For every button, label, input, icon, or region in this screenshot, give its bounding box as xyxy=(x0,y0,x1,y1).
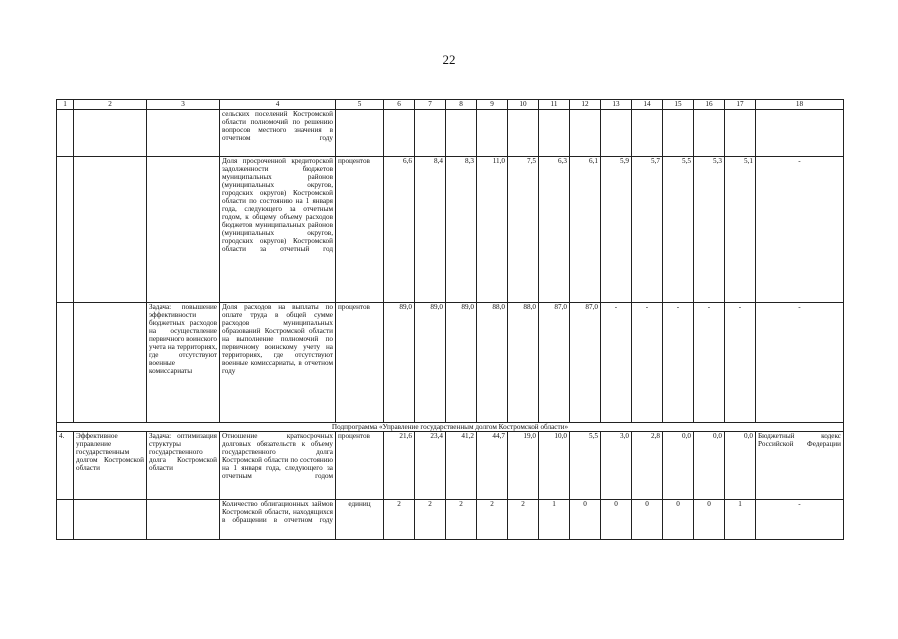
value-cell: 88,0 xyxy=(477,303,508,423)
table-row xyxy=(57,157,844,303)
col-header: 18 xyxy=(756,100,844,110)
value-cell: 5,1 xyxy=(725,157,756,303)
value-cell: 87,0 xyxy=(539,303,570,423)
value-cell: 2 xyxy=(508,500,539,540)
value-cell: 3,0 xyxy=(601,432,632,500)
header-row xyxy=(57,100,844,110)
page-number: 22 xyxy=(442,52,456,67)
indicator-name: сельских поселений Костромской области полномочий по решению вопросов местного значения в отчетном году xyxy=(220,110,336,157)
indicator-name: Доля просроченной кредиторской задолженности бюджетов муниципальных районов (муниципальных округов, городских округов) Костромской области по состоянию на 1 января года, следующего за отчетным годом, к общему объему расходов бюджетов муниципальных районов (муниципальных округов, городских округов) Костромской области за отчетный год xyxy=(220,157,336,303)
col-header: 1 xyxy=(57,100,74,110)
source-cell: - xyxy=(756,157,844,303)
value-cell: 11,0 xyxy=(477,157,508,303)
subprogram-title: Подпрограмма «Управление государственным долгом Костромской области» xyxy=(57,423,844,432)
col-header: 12 xyxy=(570,100,601,110)
value-cell: - xyxy=(663,303,694,423)
row-number: 4. xyxy=(57,432,74,500)
table-row xyxy=(57,432,844,500)
value-cell: - xyxy=(632,303,663,423)
value-cell: 5,5 xyxy=(570,432,601,500)
col-header: 5 xyxy=(336,100,384,110)
value-cell: 5,9 xyxy=(601,157,632,303)
value-cell: 2 xyxy=(446,500,477,540)
value-cell: 0,0 xyxy=(663,432,694,500)
unit: единиц xyxy=(336,500,384,540)
task-text: Задача: повышение эффективности бюджетных расходов на осуществление первичного воинского учета на территориях, где отсутствуют военные комиссариаты xyxy=(147,303,220,423)
value-cell: 2 xyxy=(415,500,446,540)
value-cell: 89,0 xyxy=(415,303,446,423)
source-cell: - xyxy=(756,500,844,540)
source-cell: Бюджетный кодекс Российской Федерации xyxy=(756,432,844,500)
value-cell: 0 xyxy=(663,500,694,540)
table-row xyxy=(57,500,844,540)
value-cell: 44,7 xyxy=(477,432,508,500)
table-row xyxy=(57,303,844,423)
value-cell: 0 xyxy=(632,500,663,540)
subprogram-row xyxy=(57,423,844,432)
col-header: 11 xyxy=(539,100,570,110)
indicators-table xyxy=(56,99,844,540)
col-header: 7 xyxy=(415,100,446,110)
col-header: 3 xyxy=(147,100,220,110)
col-header: 10 xyxy=(508,100,539,110)
value-cell: 89,0 xyxy=(384,303,415,423)
col-header: 17 xyxy=(725,100,756,110)
source-cell: - xyxy=(756,303,844,423)
value-cell: 0 xyxy=(601,500,632,540)
value-cell: 6,3 xyxy=(539,157,570,303)
value-cell: 7,5 xyxy=(508,157,539,303)
col-header: 9 xyxy=(477,100,508,110)
value-cell: 8,3 xyxy=(446,157,477,303)
col-header: 14 xyxy=(632,100,663,110)
col-header: 8 xyxy=(446,100,477,110)
value-cell: 5,3 xyxy=(694,157,725,303)
col-header: 4 xyxy=(220,100,336,110)
col-header: 6 xyxy=(384,100,415,110)
value-cell: 6,6 xyxy=(384,157,415,303)
value-cell: 8,4 xyxy=(415,157,446,303)
value-cell: 5,5 xyxy=(663,157,694,303)
value-cell: - xyxy=(694,303,725,423)
unit: процентов xyxy=(336,303,384,423)
value-cell: 2 xyxy=(477,500,508,540)
value-cell: 87,0 xyxy=(570,303,601,423)
value-cell: 88,0 xyxy=(508,303,539,423)
col-header: 16 xyxy=(694,100,725,110)
value-cell: 0,0 xyxy=(725,432,756,500)
value-cell: 41,2 xyxy=(446,432,477,500)
unit: процентов xyxy=(336,432,384,500)
value-cell: 89,0 xyxy=(446,303,477,423)
value-cell: 0 xyxy=(694,500,725,540)
value-cell: 2 xyxy=(384,500,415,540)
table-row xyxy=(57,110,844,157)
unit: процентов xyxy=(336,157,384,303)
value-cell: 6,1 xyxy=(570,157,601,303)
col-header: 2 xyxy=(74,100,147,110)
value-cell: 0 xyxy=(570,500,601,540)
indicator-name: Отношение краткосрочных долговых обязательств к объему государственного долга Костромской области по состоянию на 1 января года, следующего за отчетным годом xyxy=(220,432,336,500)
goal-text: Эффективное управление государственным долгом Костромской области xyxy=(74,432,147,500)
value-cell: 5,7 xyxy=(632,157,663,303)
value-cell: 1 xyxy=(539,500,570,540)
value-cell: 10,0 xyxy=(539,432,570,500)
value-cell: 19,0 xyxy=(508,432,539,500)
task-text: Задача: оптимизация структуры государственного долга Костромской области xyxy=(147,432,220,500)
col-header: 13 xyxy=(601,100,632,110)
indicator-name: Количество облигационных займов Костромской области, находящихся в обращении в отчетном году xyxy=(220,500,336,540)
indicator-name: Доля расходов на выплаты по оплате труда в общей сумме расходов муниципальных образований Костромской области на выполнение полномочий по первичному воинскому учету на территориях, где отсутствуют военные комиссариаты, в отчетном году xyxy=(220,303,336,423)
value-cell: 23,4 xyxy=(415,432,446,500)
value-cell: 21,6 xyxy=(384,432,415,500)
value-cell: - xyxy=(725,303,756,423)
value-cell: - xyxy=(601,303,632,423)
col-header: 15 xyxy=(663,100,694,110)
value-cell: 0,0 xyxy=(694,432,725,500)
value-cell: 1 xyxy=(725,500,756,540)
value-cell: 2,8 xyxy=(632,432,663,500)
